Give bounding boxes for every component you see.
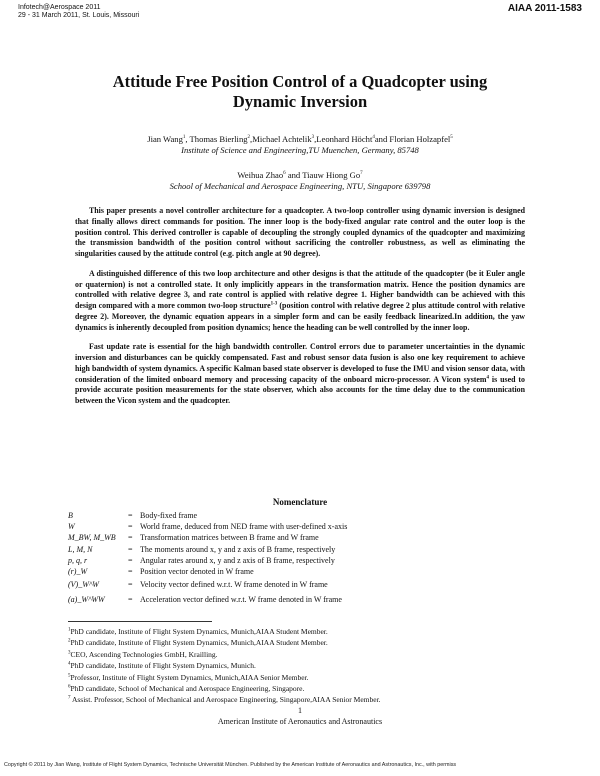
conference-dates-location: 29 - 31 March 2011, St. Louis, Missouri xyxy=(18,12,140,19)
author-name: , Thomas Bierling xyxy=(185,134,248,144)
author-sup: 2 xyxy=(247,135,251,141)
nomenclature-definition: Body-fixed frame xyxy=(140,511,198,520)
nomenclature-equals: = xyxy=(128,595,133,605)
copyright-notice: Copyright © 2011 by Jian Wang, Institute of Flight System Dynamics, Technische Universität München. Published by the American Institute of Aeronautics and Astronautics, Inc., with permiss xyxy=(4,762,457,768)
abstract-paragraph-3 xyxy=(75,342,525,407)
footnote-number: 3 xyxy=(68,650,71,656)
author-name: ,Leonhard Höcht xyxy=(314,134,373,144)
footnote-text: PhD candidate, School of Mechanical and Aerospace Engineering, Singapore. xyxy=(70,684,305,694)
footnote-number: 1 xyxy=(68,627,71,633)
author-name: and Florian Holzapfel xyxy=(374,134,451,144)
nomenclature-definition: Acceleration vector defined w.r.t. W frame denoted in W frame xyxy=(140,595,342,605)
footnote-number: 2 xyxy=(68,638,71,644)
abstract xyxy=(75,206,525,416)
author-sup: 4 xyxy=(372,135,375,141)
footnote xyxy=(68,649,381,660)
footnote xyxy=(68,672,381,683)
nomenclature-symbol: (a)_W^WW xyxy=(68,595,105,605)
author-name: Jian Wang xyxy=(147,134,183,144)
footnote-text: PhD candidate, Institute of Flight System Dynamics, Munich,AIAA Student Member. xyxy=(70,638,328,648)
author-sup: 3 xyxy=(311,135,315,141)
author-sup: 6 xyxy=(283,171,286,177)
footnote xyxy=(68,637,381,648)
nomenclature-symbol: B xyxy=(68,511,73,520)
abstract-paragraph-2 xyxy=(75,269,525,334)
footnotes xyxy=(68,626,381,706)
author-sup: 1 xyxy=(182,135,186,141)
footnote xyxy=(68,694,381,705)
nomenclature-definition: Velocity vector defined w.r.t. W frame denoted in W frame xyxy=(140,580,328,590)
nomenclature-symbol: (r)_W xyxy=(68,566,88,576)
footnote-text: CEO, Ascending Technologies GmbH, Krailling. xyxy=(70,649,218,659)
nomenclature-symbol: M_BW, M_WB xyxy=(68,533,116,543)
footnote-text: Assist. Professor, School of Mechanical and Aerospace Engineering, Singapore,AIAA Senior Member. xyxy=(70,695,381,705)
author-name: Weihua Zhao xyxy=(237,170,284,180)
page-number: 1 xyxy=(298,706,302,715)
nomenclature-definition: Transformation matrices between B frame and W frame xyxy=(140,533,319,543)
author-group-1 xyxy=(60,134,540,156)
author-group-2 xyxy=(60,170,540,192)
nomenclature-symbol: (V)_W^W xyxy=(68,580,99,590)
organization-name: American Institute of Aeronautics and Astronautics xyxy=(217,717,383,726)
title-line-2: Dynamic Inversion xyxy=(232,92,368,111)
footnote-text: Professor, Institute of Flight System Dynamics, Munich,AIAA Senior Member. xyxy=(70,672,309,682)
footnote-text: PhD candidate, Institute of Flight System Dynamics, Munich,AIAA Student Member. xyxy=(70,627,328,636)
nomenclature-equals: = xyxy=(128,544,133,554)
footnote xyxy=(68,626,381,637)
abstract-text: (position control with relative degree 2 plus attitude control with relative degree 2). Moreover, the dynamic equation appears in a simpler form and can be easily feedback linearized.In addition, the yaw dynamics is inherently decoupled from position dynamics; hence the heading can be well controlled by the inner loop. xyxy=(75,301,525,332)
footnote-number: 5 xyxy=(68,673,71,679)
citation-sup: 4 xyxy=(486,374,489,380)
nomenclature-equals: = xyxy=(128,580,133,590)
nomenclature-definition: Angular rates around x, y and z axis of B frame, respectively xyxy=(140,555,335,565)
nomenclature-symbol: L, M, N xyxy=(68,544,93,554)
footnote-number: 7 xyxy=(68,695,71,701)
title-line-1: Attitude Free Position Control of a Quadcopter using xyxy=(112,72,488,91)
paper-title xyxy=(60,72,540,112)
footnote-divider xyxy=(68,621,212,622)
author-sup: 5 xyxy=(450,135,453,141)
nomenclature-definition: Position vector denoted in W frame xyxy=(140,566,254,576)
abstract-paragraph-1: This paper presents a novel controller architecture for a quadcopter. A two-loop controller using dynamic inversion is designed that finally allows direct commands for position. The inner loop is the body-fixed angular rate control and the outer loop is the position control. This derived controller is capable of decoupling the strongly coupled dynamics of the quadcopter and maximizing the transmission bandwidth of the position control without sacrificing the controller robustness, as well as eliminating the singularities caused by the attitude control (e.g. pitch angle at 90 degree). xyxy=(75,206,525,258)
nomenclature-equals: = xyxy=(128,533,133,543)
conference-header xyxy=(18,4,139,20)
footnote xyxy=(68,660,381,671)
nomenclature-equals: = xyxy=(128,555,133,565)
citation-sup: 1-3 xyxy=(270,301,278,307)
author-names-2 xyxy=(60,170,540,181)
footnote-number: 6 xyxy=(68,684,71,690)
affiliation-2: School of Mechanical and Aerospace Engineering, NTU, Singapore 639798 xyxy=(169,181,431,191)
nomenclature-equals: = xyxy=(128,511,133,520)
conference-name: Infotech@Aerospace 2011 xyxy=(18,4,101,11)
nomenclature-symbol: p, q, r xyxy=(68,555,88,565)
nomenclature-definition: World frame, deduced from NED frame with user-defined x-axis xyxy=(140,522,348,532)
author-names-1 xyxy=(60,134,540,145)
nomenclature-equals: = xyxy=(128,522,133,532)
paper-id: AIAA 2011-1583 xyxy=(507,3,582,14)
author-sup: 7 xyxy=(360,171,363,177)
abstract-text: A distinguished difference of this two loop architecture and other designs is that the attitude of the quadcopter (be it Euler angle or quaternion) is not a controlled state. It only implicitly appears in the transformation matrix. Hence the position dynamics are controlled with relative degree 3, and rate control is applied with relative degree 1. Higher bandwidth can be achieved with this design compared with a more common two-loop structure xyxy=(75,268,525,310)
affiliation-1: Institute of Science and Engineering,TU Muenchen, Germany, 85748 xyxy=(181,145,419,155)
abstract-text: Fast update rate is essential for the high bandwidth controller. Control errors due to parameter uncertainties in the dynamic inversion and disturbances can be quickly compensated. Fast and robust sensor data fusion is also one key requirement to achieve high bandwidth of system dynamics. A specific Kalman based state observer is developed to fuse the IMU and vision sensor data, with consideration of the limited onboard memory and processing capacity of the onboard micro-processor. A Vicon system xyxy=(75,342,525,384)
footnote xyxy=(68,683,381,694)
abstract-text: is used to provide accurate position measurements for the state observer, which also accounts for the time delay due to the communication between the Vicon system and the quadcopter. xyxy=(75,374,525,405)
nomenclature-definition: The moments around x, y and z axis of B frame, respectively xyxy=(140,544,336,554)
nomenclature-equals: = xyxy=(128,566,133,576)
author-name: ,Michael Achtelik xyxy=(250,134,312,144)
author-name: and Tiauw Hiong Go xyxy=(285,170,361,180)
footnote-text: PhD candidate, Institute of Flight System Dynamics, Munich. xyxy=(70,661,256,671)
footnote-number: 4 xyxy=(68,661,71,667)
nomenclature-heading: Nomenclature xyxy=(272,497,328,507)
nomenclature-symbol: W xyxy=(68,522,75,532)
